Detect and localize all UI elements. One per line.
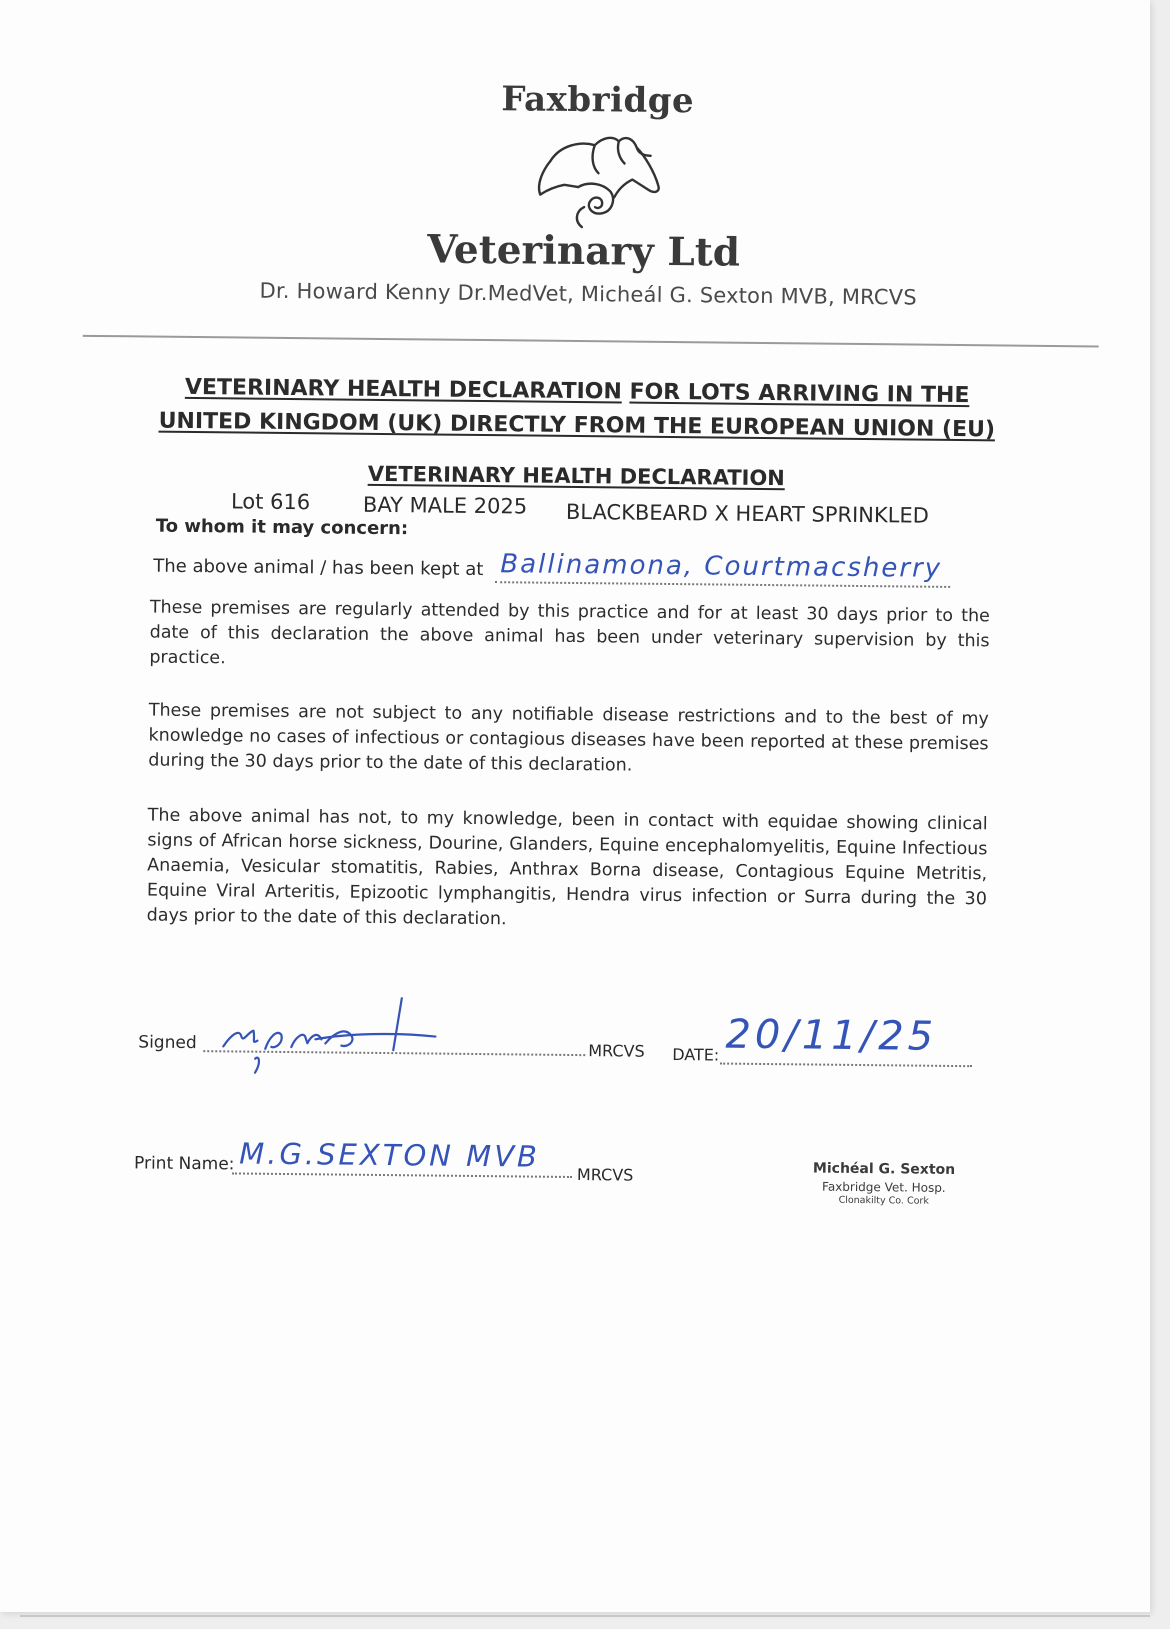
lot-breeding: BLACKBEARD X HEART SPRINKLED <box>565 499 929 528</box>
logo-name-top: Faxbridge <box>501 79 695 122</box>
header-divider <box>83 335 1099 348</box>
handwritten-signature <box>195 986 456 1083</box>
print-name-label: Print Name: <box>133 1153 235 1175</box>
date-handwritten: 20/11/25 <box>725 1011 938 1060</box>
main-heading-part1: VETERINARY HEALTH DECLARATION <box>184 374 622 405</box>
main-heading-line2: UNITED KINGDOM (UK) DIRECTLY FROM THE EUROPEAN UNION (EU) <box>158 408 996 443</box>
sub-heading: VETERINARY HEALTH DECLARATION <box>367 461 785 491</box>
stamp-location: Clonakilty Co. Cork <box>838 1194 929 1207</box>
lot-number: Lot 616 <box>230 489 311 515</box>
page-bottom-edge <box>20 1615 1150 1617</box>
horse-dog-logo-icon <box>532 133 668 238</box>
kept-at-handwritten: Ballinamona, Courtmacsherry <box>500 549 943 584</box>
logo-name-bottom: Veterinary Ltd <box>427 226 741 276</box>
signed-label: Signed <box>138 1032 197 1054</box>
lot-description: BAY MALE 2025 <box>362 492 528 519</box>
main-heading <box>2 369 1150 449</box>
paragraph-supervision: These premises are regularly attended by this practice and for at least 30 days prior to the date of this declaration the above animal has been under veterinary supervision by this practice. <box>149 597 990 669</box>
salutation: To whom it may concern: <box>155 515 409 540</box>
staff-line: Dr. Howard Kenny Dr.MedVet, Micheál G. Sexton MVB, MRCVS <box>259 278 917 310</box>
date-field-line <box>720 1063 972 1068</box>
print-mrcvs-label: MRCVS <box>576 1165 634 1185</box>
print-name-handwritten: M.G.SEXTON MVB <box>239 1136 541 1174</box>
stamp-practice: Faxbridge Vet. Hosp. <box>821 1179 946 1195</box>
paragraph-restrictions: These premises are not subject to any notifiable disease restrictions and to the best of my knowledge no cases of infectious or contagious diseases have been reported at these premises during the 30 days prior to the date of this declaration. <box>148 700 989 776</box>
signed-mrcvs-label: MRCVS <box>588 1041 645 1061</box>
paragraph-disease-contact: The above animal has not, to my knowledge, been in contact with equidae showing clinical signs of African horse sickness, Dourine, Glanders, Equine encephalomyelitis, Equine Infectious Anaemia, Vesicular stomatitis, Rabies, Anthrax Borna disease, Contagious Equine Metritis, Equine Viral Arteritis, Epizootic lymphangitis, Hendra virus infection or Surra during the 30 days prior to the date of this declaration. <box>146 805 988 930</box>
date-label: DATE: <box>672 1045 720 1065</box>
vet-stamp <box>784 1160 984 1207</box>
stamp-name: Michéal G. Sexton <box>812 1160 956 1179</box>
main-heading-part2: FOR LOTS ARRIVING IN THE <box>629 379 970 409</box>
kept-at-label: The above animal / has been kept at <box>153 555 484 581</box>
